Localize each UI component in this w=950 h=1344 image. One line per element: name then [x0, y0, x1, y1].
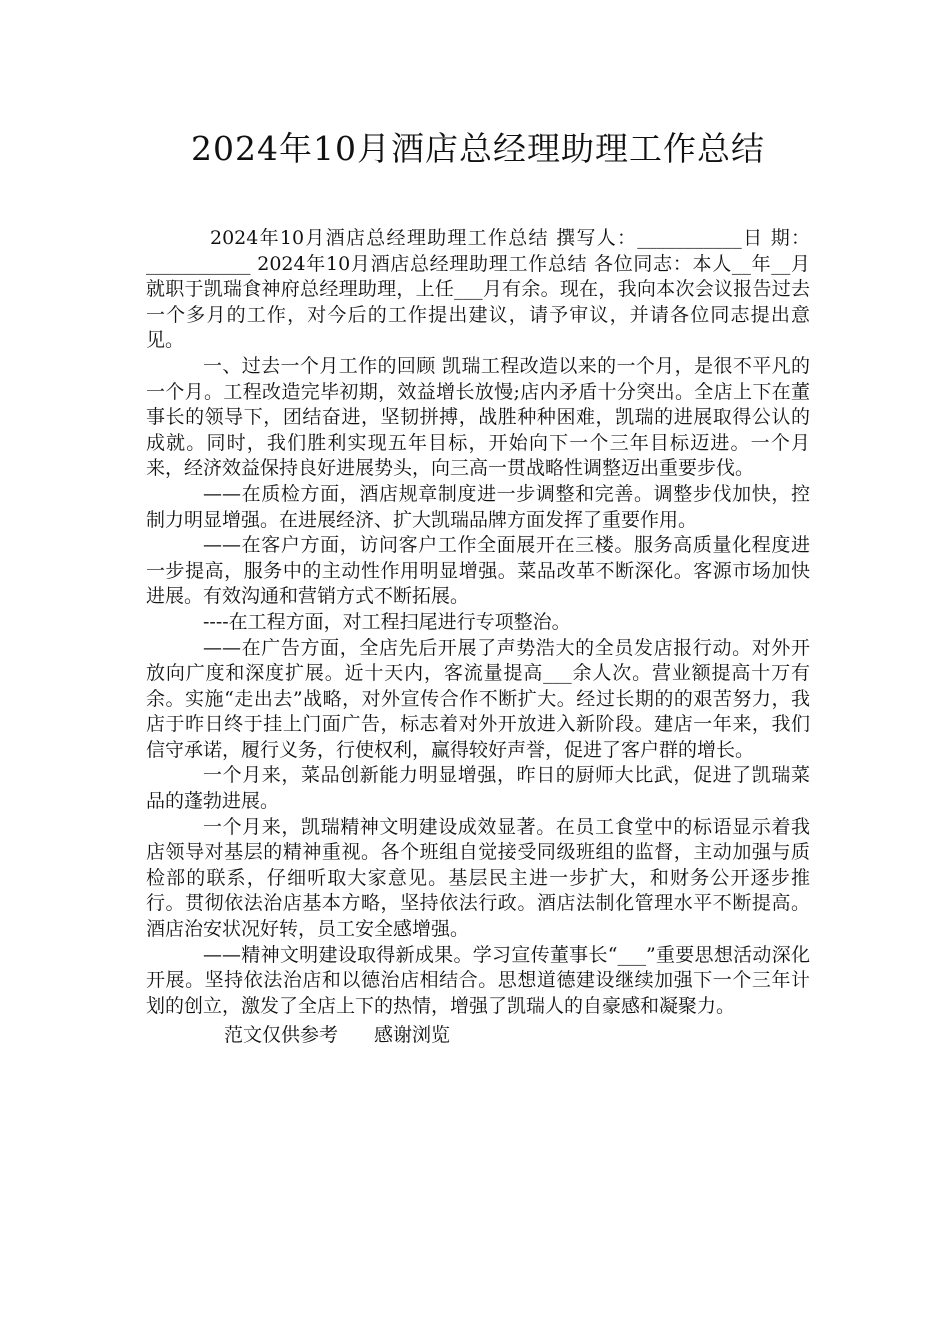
paragraph-customer: ——在客户方面，访问客户工作全面展开在三楼。服务高质量化程度进一步提高，服务中的主动性作用明显增强。菜品改革不断深化。客源市场加快进展。有效沟通和营销方式不断拓展。	[146, 534, 810, 608]
paragraph-achievements: ——精神文明建设取得新成果。学习宣传董事长“___”重要思想活动深化开展。坚持依法治店和以德治店相结合。思想道德建设继续加强下一个三年计划的创立，激发了全店上下的热情，增强了凯瑞人的自豪感和凝聚力。	[146, 943, 810, 1017]
paragraph-review: 一、过去一个月工作的回顾 凯瑞工程改造以来的一个月，是很不平凡的一个月。工程改造完毕初期，效益增长放慢;店内矛盾十分突出。全店上下在董事长的领导下，团结奋进，坚韧拼搏，战胜种种困难，凯瑞的进展取得公认的成就。同时，我们胜利实现五年目标，开始向下一个三年目标迈进。一个月来，经济效益保持良好进展势头，向三高一贯战略性调整迈出重要步伐。	[146, 354, 810, 480]
document-footer	[146, 1023, 810, 1049]
footer-thanks-note: 感谢浏览	[374, 1024, 451, 1047]
footer-reference-note: 范文仅供参考	[224, 1024, 339, 1047]
paragraph-advertising: ——在广告方面，全店先后开展了声势浩大的全员发店报行动。对外开放向广度和深度扩展。近十天内，客流量提高___余人次。营业额提高十万有余。实施“走出去”战略，对外宣传合作不断扩大。经过长期的的艰苦努力，我店于昨日终于挂上门面广告，标志着对外开放进入新阶段。建店一年来，我们信守承诺，履行义务，行使权利，赢得较好声誉，促进了客户群的增长。	[146, 636, 810, 761]
paragraph-quality: ——在质检方面，酒店规章制度进一步调整和完善。调整步伐加快，控制力明显增强。在进展经济、扩大凯瑞品牌方面发挥了重要作用。	[146, 482, 810, 531]
document-title: 2024年10月酒店总经理助理工作总结	[191, 129, 765, 168]
document-body	[146, 226, 810, 1019]
paragraph-culture: 一个月来，凯瑞精神文明建设成效显著。在员工食堂中的标语显示着我店领导对基层的精神重视。各个班组自觉接受同级班组的监督，主动加强与质检部的联系，仔细听取大家意见。基层民主进一步扩大，和财务公开逐步推行。贯彻依法治店基本方略，坚持依法行政。酒店法制化管理水平不断提高。酒店治安状况好转，员工安全感增强。	[146, 815, 810, 941]
paragraph-intro: 2024年10月酒店总经理助理工作总结 撰写人：___________日 期：___________ 2024年10月酒店总经理助理工作总结 各位同志：本人__年__月就职于凯瑞食神府总经理助理，上任___月有余。现在，我向本次会议报告过去一个多月的工作，对今后的工作提出建议，请予审议，并请各位同志提出意见。	[146, 227, 810, 352]
paragraph-engineering: ----在工程方面，对工程扫尾进行专项整治。	[203, 610, 571, 633]
paragraph-dishes: 一个月来，菜品创新能力明显增强，昨日的厨师大比武，促进了凯瑞菜品的蓬勃进展。	[146, 764, 810, 813]
